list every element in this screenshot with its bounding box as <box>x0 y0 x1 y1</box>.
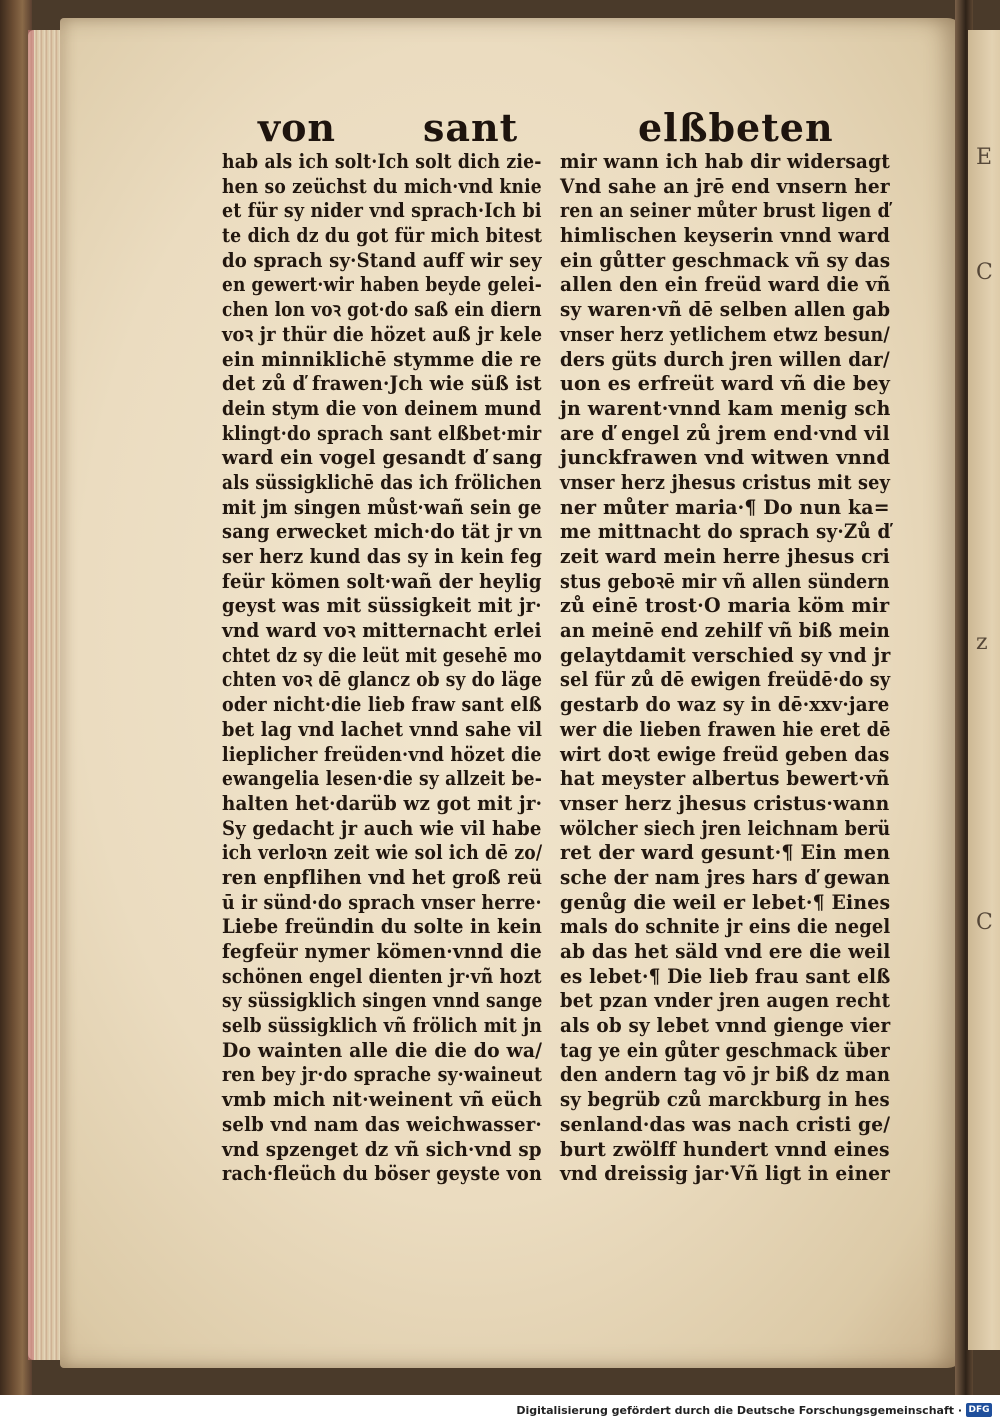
text-line: chen lon voꝛ got·do saß ein diern <box>222 298 542 322</box>
text-line: sy waren·vñ dē selben allen gab <box>560 298 891 322</box>
text-line: ward ein vogel gesandt ď sang <box>222 446 543 470</box>
running-head-left: von <box>258 105 337 150</box>
text-line: allen den ein freüd ward die vñ <box>560 273 891 297</box>
text-line: sche der nam jres hars ď gewan <box>560 865 891 889</box>
footer-bar <box>0 1395 1000 1425</box>
text-line: halten het·darüb wz got mit jr· <box>222 791 543 815</box>
text-line: Sy gedacht jr auch wie vil habe <box>222 816 542 840</box>
text-line: ich verloꝛn zeit wie sol ich dē zo/ <box>222 841 543 865</box>
left-text-column <box>222 150 542 1187</box>
text-line: are ď engel zů jrem end·vnd vil <box>560 421 890 445</box>
text-line: selb süssigklich vñ frölich mit jn <box>222 1014 542 1038</box>
text-line: an meinē end zehilf vñ biß mein <box>560 619 890 643</box>
text-line: junckfrawen vnd witwen vnnd <box>560 446 891 470</box>
text-line: wer die lieben frawen hie eret dē <box>560 717 891 741</box>
text-line: schönen engel dienten jr·vñ hozt <box>222 964 542 988</box>
text-line: en gewert·wir haben beyde gelei- <box>222 273 542 297</box>
text-line: ren bey jr·do sprache sy·waineut <box>222 1063 543 1087</box>
text-line: zů einē trost·O maria köm mir <box>560 594 890 618</box>
text-line: ab das het säld vnd ere die weil <box>560 940 891 963</box>
text-line: uon es erfreüt ward vñ die bey <box>560 372 890 396</box>
facing-page-edge: E C z C <box>968 30 1000 1350</box>
text-line: es lebet·¶ Die lieb frau sant elß <box>560 964 891 988</box>
text-line: lieplicher freüden·vnd hözet die <box>222 742 542 766</box>
text-line: ser herz kund das sy in kein feg <box>222 545 543 568</box>
text-line: den andern tag vō jr biß dz man <box>560 1063 891 1087</box>
text-line: jn warent·vnnd kam menig sch <box>560 396 891 420</box>
right-text-column <box>560 150 890 1187</box>
text-line: ewangelia lesen·die sy allzeit be- <box>222 767 542 791</box>
text-line: chten voꝛ dē glancz ob sy do läge <box>222 668 543 692</box>
text-line: als süssigklichē das ich frölichen <box>222 470 542 494</box>
text-line: stus geboꝛē mir vñ allen sündern <box>560 569 890 593</box>
text-line: Do wainten alle die die do wa/ <box>222 1038 543 1062</box>
text-line: vnd ward voꝛ mitternacht erlei <box>222 619 542 643</box>
text-line: hab als ich solt·Ich solt dich zie- <box>222 150 542 173</box>
text-line: ner můter maria·¶ Do nun ka= <box>560 495 890 519</box>
text-line: sang erwecket mich·do tät jr vn <box>222 520 543 544</box>
text-line: gestarb do waz sy in dē·xxv·jare <box>560 693 890 717</box>
text-line: feür kömen solt·wañ der heylig <box>222 569 542 593</box>
text-line: als ob sy lebet vnnd gienge vier <box>560 1014 891 1038</box>
text-line: selb vnd nam das weichwasser· <box>222 1112 542 1136</box>
text-line: det zů ď frawen·Jch wie süß ist <box>222 372 542 396</box>
text-line: me mittnacht do sprach sy·Zů ď <box>560 520 891 544</box>
text-line: et für sy nider vnd sprach·Ich bi <box>222 199 542 223</box>
text-line: vnd spzenget dz vñ sich·vnd sp <box>222 1137 542 1161</box>
text-line: wölcher siech jren leichnam berü <box>560 816 891 840</box>
text-line: sel für zů dē ewigen freüdē·do sy <box>560 668 891 692</box>
text-line: voꝛ jr thür die hözet auß jr kele <box>222 322 543 346</box>
running-head <box>0 105 1000 155</box>
text-line: genůg die weil er lebet·¶ Eines <box>560 890 891 914</box>
text-line: tag ye ein gůter geschmack über <box>560 1038 890 1062</box>
text-line: sy begrüb czů marckburg in hes <box>560 1088 890 1112</box>
text-line: oder nicht·die lieb fraw sant elß <box>222 693 542 717</box>
running-head-center: sant <box>423 105 519 150</box>
text-line: mir wann ich hab dir widersagt <box>560 150 890 173</box>
text-line: gelaytdamit verschied sy vnd jr <box>560 643 891 667</box>
text-line: vnser herz yetlichem etwz besun/ <box>560 322 890 346</box>
funding-credit: Digitalisierung gefördert durch die Deutsche Forschungsgemeinschaft · <box>516 1404 962 1417</box>
text-line: te dich dz du got für mich bitest <box>222 224 543 248</box>
text-line: vmb mich nit·weinent vñ eüch <box>222 1088 543 1112</box>
text-line: do sprach sy·Stand auff wir sey <box>222 248 542 272</box>
text-line: zeit ward mein herre jhesus cri <box>560 545 890 568</box>
text-line: vnser herz jhesus cristus·wann <box>560 791 890 815</box>
text-line: ein minniklichē stymme die re <box>222 347 542 371</box>
text-line: hat meyster albertus bewert·vñ <box>560 767 890 791</box>
text-line: chtet dz sy die leüt mit gesehē mo <box>222 643 543 667</box>
text-line: ein gůtter geschmack vñ sy das <box>560 248 891 272</box>
text-line: ū ir sünd·do sprach vnser herre· <box>222 890 542 914</box>
text-line: rach·fleüch du böser geyste von <box>222 1162 542 1186</box>
text-line: ders güts durch jren willen dar/ <box>560 347 890 371</box>
text-line: bet lag vnd lachet vnnd sahe vil <box>222 717 543 741</box>
text-line: fegfeür nymer kömen·vnnd die <box>222 940 542 963</box>
text-line: vnser herz jhesus cristus mit sey <box>560 470 891 494</box>
dfg-logo: DFG <box>966 1403 992 1417</box>
text-line: klingt·do sprach sant elßbet·mir <box>222 421 542 445</box>
text-line: geyst was mit süssigkeit mit jr· <box>222 594 542 618</box>
text-line: senland·das was nach cristi ge/ <box>560 1112 891 1136</box>
text-line: mals do schnite jr eins die negel <box>560 915 891 939</box>
text-line: hen so zeüchst du mich·vnd knie <box>222 174 542 198</box>
text-line: sy süssigklich singen vnnd sange <box>222 989 543 1013</box>
text-line: Liebe freündin du solte in kein <box>222 915 542 939</box>
text-line: ren enpflihen vnd het groß reü <box>222 865 543 889</box>
text-line: vnd dreissig jar·Vñ ligt in einer <box>560 1162 891 1186</box>
text-line: burt zwölff hundert vnnd eines <box>560 1137 890 1161</box>
text-line: Vnd sahe an jrē end vnsern her <box>560 174 890 198</box>
text-line: mit jm singen můst·wañ sein ge <box>222 495 542 519</box>
text-line: wirt doꝛt ewige freüd geben das <box>560 742 890 766</box>
text-line: bet pzan vnder jren augen recht <box>560 989 891 1013</box>
text-line: himlischen keyserin vnnd ward <box>560 224 891 248</box>
text-line: ren an seiner můter brust ligen ď <box>560 199 890 223</box>
text-line: ret der ward gesunt·¶ Ein men <box>560 841 891 865</box>
running-head-right: elßbeten <box>638 105 834 150</box>
text-line: dein stym die von deinem mund <box>222 396 542 420</box>
